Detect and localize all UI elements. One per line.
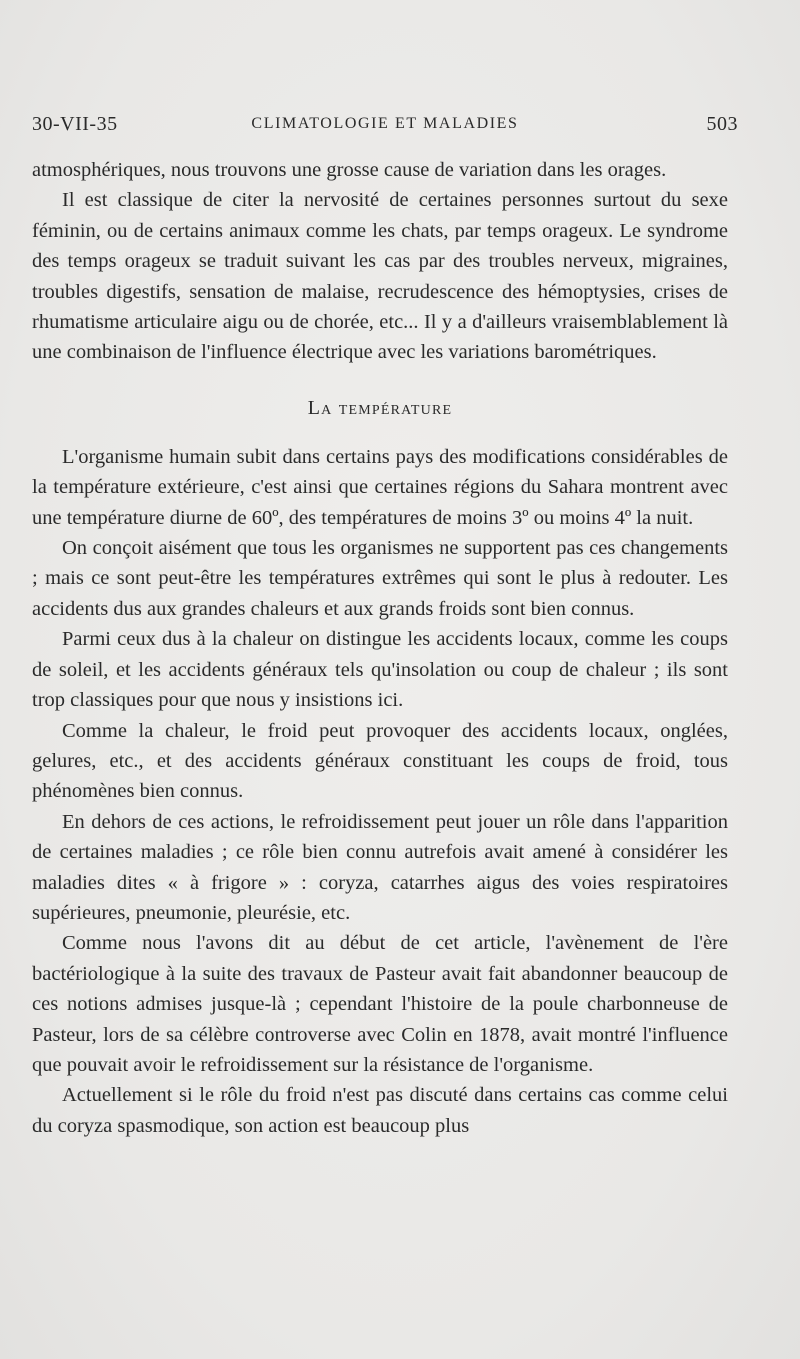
paragraph-continuation: atmosphériques, nous trouvons une grosse cause de variation dans les orages. — [32, 159, 667, 181]
paragraph-organisme: L'organisme humain subit dans certains pays des modifications considérables de la température extérieure, c'est ainsi que certaines régions du Sahara montrent avec une température diurne de 60º, des températures de moins 3º ou moins 4º la nuit. — [32, 445, 728, 529]
body-text — [32, 155, 728, 1141]
paragraph-froid: Comme la chaleur, le froid peut provoquer des accidents locaux, onglées, gelures, etc., et des accidents généraux constituant les coups de froid, tous phénomènes bien connus. — [32, 719, 728, 803]
header-date: 30-VII-35 — [32, 113, 118, 135]
section-heading: La température — [307, 396, 453, 419]
running-header — [32, 108, 738, 140]
paragraph-refroidissement: En dehors de ces actions, le refroidissement peut jouer un rôle dans l'apparition de certaines maladies ; ce rôle bien connu autrefois avait amené à considérer les maladies dites « à frigore » : coryza, catarrhes aigus des voies respiratoires supérieures, pneumonie, pleurésie, etc. — [32, 810, 728, 924]
paragraph-changements: On conçoit aisément que tous les organismes ne supportent pas ces changements ; mais ce sont peut-être les températures extrêmes qui sont le plus à redouter. Les accidents dus aux grandes chaleurs et aux grands froids sont bien connus. — [32, 537, 728, 620]
header-title: CLIMATOLOGIE ET MALADIES — [251, 115, 519, 132]
paragraph-chaleur: Parmi ceux dus à la chaleur on distingue les accidents locaux, comme les coups de soleil, et les accidents généraux tels qu'insolation ou coup de chaleur ; ils sont trop classiques pour que nous y insistions ici. — [32, 628, 728, 712]
page-number: 503 — [706, 113, 738, 135]
paragraph-pasteur: Comme nous l'avons dit au début de cet article, l'avènement de l'ère bactériologique à la suite des travaux de Pasteur avait fait abandonner beaucoup de ces notions admises jusque-là ; cependant l'histoire de la poule charbonneuse de Pasteur, lors de sa célèbre controverse avec Colin en 1878, avait montré l'influence que pouvait avoir le refroidissement sur la résistance de l'organisme. — [32, 932, 728, 1076]
paragraph-actuellement: Actuellement si le rôle du froid n'est pas discuté dans certains cas comme celui du coryza spasmodique, son action est beaucoup plus — [32, 1084, 728, 1137]
paragraph-orages: Il est classique de citer la nervosité de certaines personnes surtout du sexe féminin, ou de certains animaux comme les chats, par temps orageux. Le syndrome des temps orageux se traduit suivant les cas par des troubles nerveux, migraines, troubles digestifs, sensation de malaise, recrudescence des hémoptysies, crises de rhumatisme articulaire aigu ou de chorée, etc... Il y a d'ailleurs vraisemblablement là une combinaison de l'influence électrique avec les variations barométriques. — [32, 189, 728, 364]
